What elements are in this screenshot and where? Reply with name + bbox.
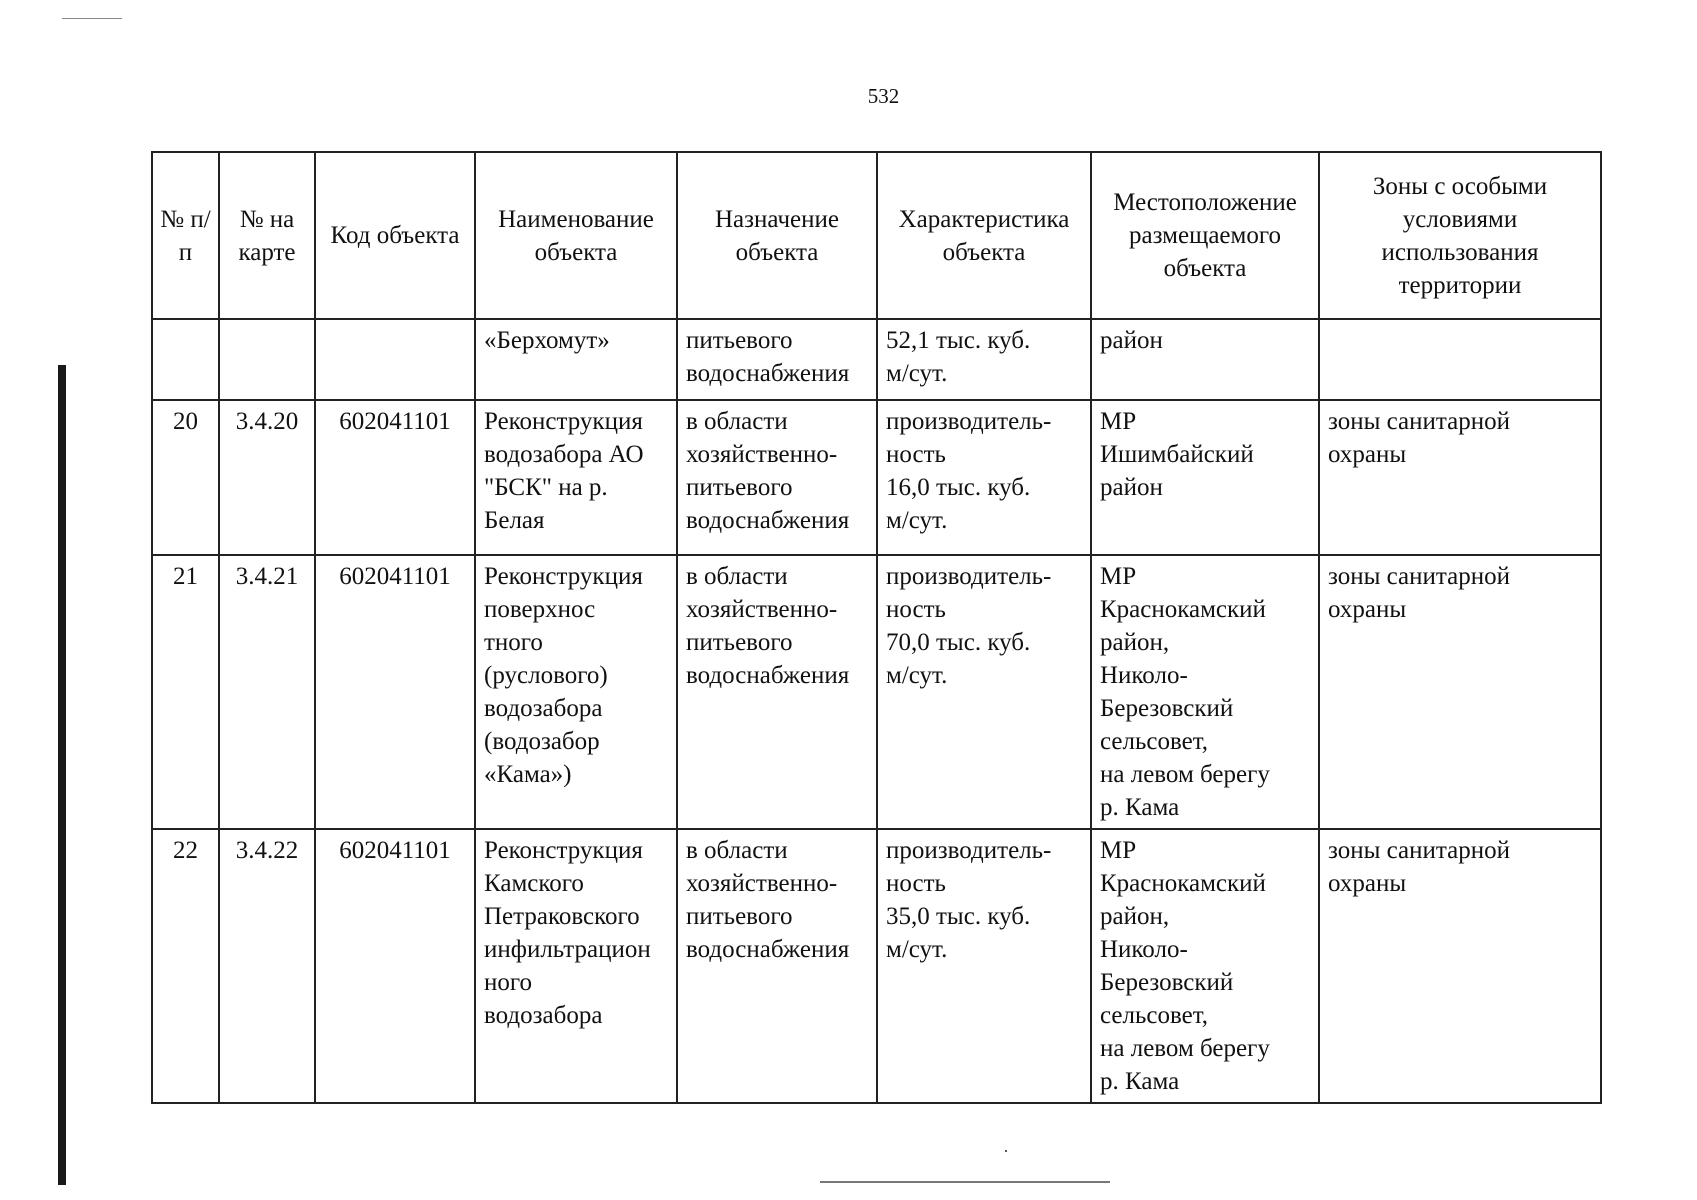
cell-text-line: МР	[1100, 408, 1137, 435]
cell-text-line: зоны санитарной	[1328, 408, 1510, 435]
cell-object-location	[1091, 555, 1319, 829]
scan-mark-top	[62, 18, 122, 19]
header-cell-map-number: № на карте	[219, 152, 315, 319]
cell-text-line: в области	[686, 408, 788, 435]
cell-text-line: р. Кама	[1100, 1068, 1180, 1095]
cell-row-number: 21	[152, 555, 219, 829]
cell-row-number: 20	[152, 400, 219, 555]
cell-map-number: 3.4.21	[219, 555, 315, 829]
cell-text-line: поверхнос	[484, 596, 596, 623]
cell-object-name	[475, 555, 677, 829]
cell-object-purpose	[677, 555, 877, 829]
cell-text-line: ность	[886, 870, 946, 897]
cell-text-line: Белая	[484, 507, 545, 534]
cell-object-location	[1091, 400, 1319, 555]
cell-object-characteristic	[877, 829, 1091, 1103]
header-cell-object-location: Местоположение размещаемого объекта	[1091, 152, 1319, 319]
cell-text-line: Николо-	[1100, 662, 1188, 689]
cell-object-location	[1091, 829, 1319, 1103]
cell-text-line: Березовский	[1100, 969, 1234, 996]
cell-object-characteristic	[877, 319, 1091, 400]
scan-mark-bottom	[820, 1181, 1110, 1183]
cell-text-line: (водозабор	[484, 728, 600, 755]
cell-text-line: (руслового)	[484, 662, 608, 689]
table-row	[152, 319, 1601, 400]
cell-text-line: ного	[484, 969, 533, 996]
cell-text-line: "БСК" на р.	[484, 474, 608, 501]
table-row	[152, 400, 1601, 555]
cell-text-line: в области	[686, 837, 788, 864]
cell-text-line: тного	[484, 629, 543, 656]
cell-object-purpose	[677, 829, 877, 1103]
cell-text-line: Реконструкция	[484, 837, 643, 864]
cell-text-line: хозяйственно-	[686, 596, 838, 623]
cell-object-characteristic	[877, 400, 1091, 555]
cell-text-line: хозяйственно-	[686, 441, 838, 468]
table-header-row	[152, 152, 1601, 319]
cell-special-zones	[1319, 319, 1601, 400]
table-row	[152, 555, 1601, 829]
cell-object-code: 602041101	[315, 400, 475, 555]
cell-object-code	[315, 319, 475, 400]
cell-text-line: Николо-	[1100, 936, 1188, 963]
cell-text-line: 52,1 тыс. куб.	[886, 327, 1031, 354]
cell-text-line: на левом берегу	[1100, 1035, 1270, 1062]
cell-text-line: ность	[886, 596, 946, 623]
cell-text-line: район,	[1100, 903, 1170, 930]
cell-map-number: 3.4.20	[219, 400, 315, 555]
cell-text-line: охраны	[1328, 596, 1407, 623]
cell-text-line: охраны	[1328, 870, 1407, 897]
cell-object-name	[475, 319, 677, 400]
cell-object-name	[475, 829, 677, 1103]
cell-text-line: водоснабжения	[686, 662, 850, 689]
cell-text-line: сельсовет,	[1100, 1002, 1209, 1029]
cell-text-line: ность	[886, 441, 946, 468]
cell-object-purpose	[677, 400, 877, 555]
cell-text-line: Краснокамский	[1100, 870, 1266, 897]
cell-text-line: инфильтрацион	[484, 936, 651, 963]
cell-object-name	[475, 400, 677, 555]
header-cell-object-purpose: Назначение объекта	[677, 152, 877, 319]
table-row	[152, 829, 1601, 1103]
cell-text-line: Петраковского	[484, 903, 640, 930]
cell-text-line: на левом берегу	[1100, 761, 1270, 788]
cell-special-zones	[1319, 829, 1601, 1103]
cell-text-line: питьевого	[686, 474, 793, 501]
cell-object-code: 602041101	[315, 555, 475, 829]
cell-text-line: р. Кама	[1100, 794, 1180, 821]
cell-text-line: в области	[686, 563, 788, 590]
cell-object-characteristic	[877, 555, 1091, 829]
cell-map-number	[219, 319, 315, 400]
cell-text-line: питьевого	[686, 903, 793, 930]
page-number: 532	[867, 84, 900, 108]
cell-special-zones	[1319, 555, 1601, 829]
header-cell-special-zones: Зоны с особыми условиями использования территории	[1319, 152, 1601, 319]
cell-row-number	[152, 319, 219, 400]
cell-text-line: водозабора	[484, 695, 603, 722]
cell-text-line: Камского	[484, 870, 584, 897]
cell-text-line: питьевого	[686, 327, 793, 354]
header-cell-object-code: Код объекта	[315, 152, 475, 319]
cell-text-line: производитель-	[886, 837, 1052, 864]
cell-text-line: водозабора АО	[484, 441, 644, 468]
cell-special-zones	[1319, 400, 1601, 555]
cell-text-line: м/сут.	[886, 507, 948, 534]
header-cell-object-name: Наименование объекта	[475, 152, 677, 319]
cell-object-location	[1091, 319, 1319, 400]
cell-text-line: м/сут.	[886, 936, 948, 963]
cell-text-line: сельсовет,	[1100, 728, 1209, 755]
cell-object-purpose	[677, 319, 877, 400]
objects-table	[151, 151, 1602, 1104]
cell-text-line: 70,0 тыс. куб.	[886, 629, 1031, 656]
cell-text-line: водозабора	[484, 1002, 603, 1029]
cell-map-number: 3.4.22	[219, 829, 315, 1103]
cell-text-line: зоны санитарной	[1328, 563, 1510, 590]
cell-text-line: 35,0 тыс. куб.	[886, 903, 1031, 930]
cell-text-line: зоны санитарной	[1328, 837, 1510, 864]
cell-text-line: хозяйственно-	[686, 870, 838, 897]
cell-text-line: водоснабжения	[686, 936, 850, 963]
cell-text-line: Ишимбайский	[1100, 441, 1254, 468]
cell-text-line: 16,0 тыс. куб.	[886, 474, 1031, 501]
cell-text-line: производитель-	[886, 563, 1052, 590]
cell-text-line: район,	[1100, 629, 1170, 656]
cell-text-line: м/сут.	[886, 360, 948, 387]
cell-text-line: водоснабжения	[686, 360, 850, 387]
cell-text-line: Реконструкция	[484, 563, 643, 590]
scan-edge-shadow	[58, 365, 66, 1185]
cell-object-code: 602041101	[315, 829, 475, 1103]
cell-text-line: «Кама»)	[484, 761, 572, 788]
cell-text-line: Реконструкция	[484, 408, 643, 435]
cell-text-line: м/сут.	[886, 662, 948, 689]
scan-speck	[1005, 1150, 1007, 1152]
cell-text-line: район	[1100, 327, 1163, 354]
cell-text-line: МР	[1100, 563, 1137, 590]
table-body	[152, 319, 1601, 1103]
cell-text-line: Краснокамский	[1100, 596, 1266, 623]
cell-row-number: 22	[152, 829, 219, 1103]
cell-text-line: охраны	[1328, 441, 1407, 468]
cell-text-line: район	[1100, 474, 1163, 501]
header-cell-number: № п/п	[152, 152, 219, 319]
header-cell-object-characteristic: Характеристика объекта	[877, 152, 1091, 319]
cell-text-line: производитель-	[886, 408, 1052, 435]
cell-text-line: водоснабжения	[686, 507, 850, 534]
cell-text-line: «Берхомут»	[484, 327, 610, 354]
cell-text-line: МР	[1100, 837, 1137, 864]
cell-text-line: питьевого	[686, 629, 793, 656]
cell-text-line: Березовский	[1100, 695, 1234, 722]
